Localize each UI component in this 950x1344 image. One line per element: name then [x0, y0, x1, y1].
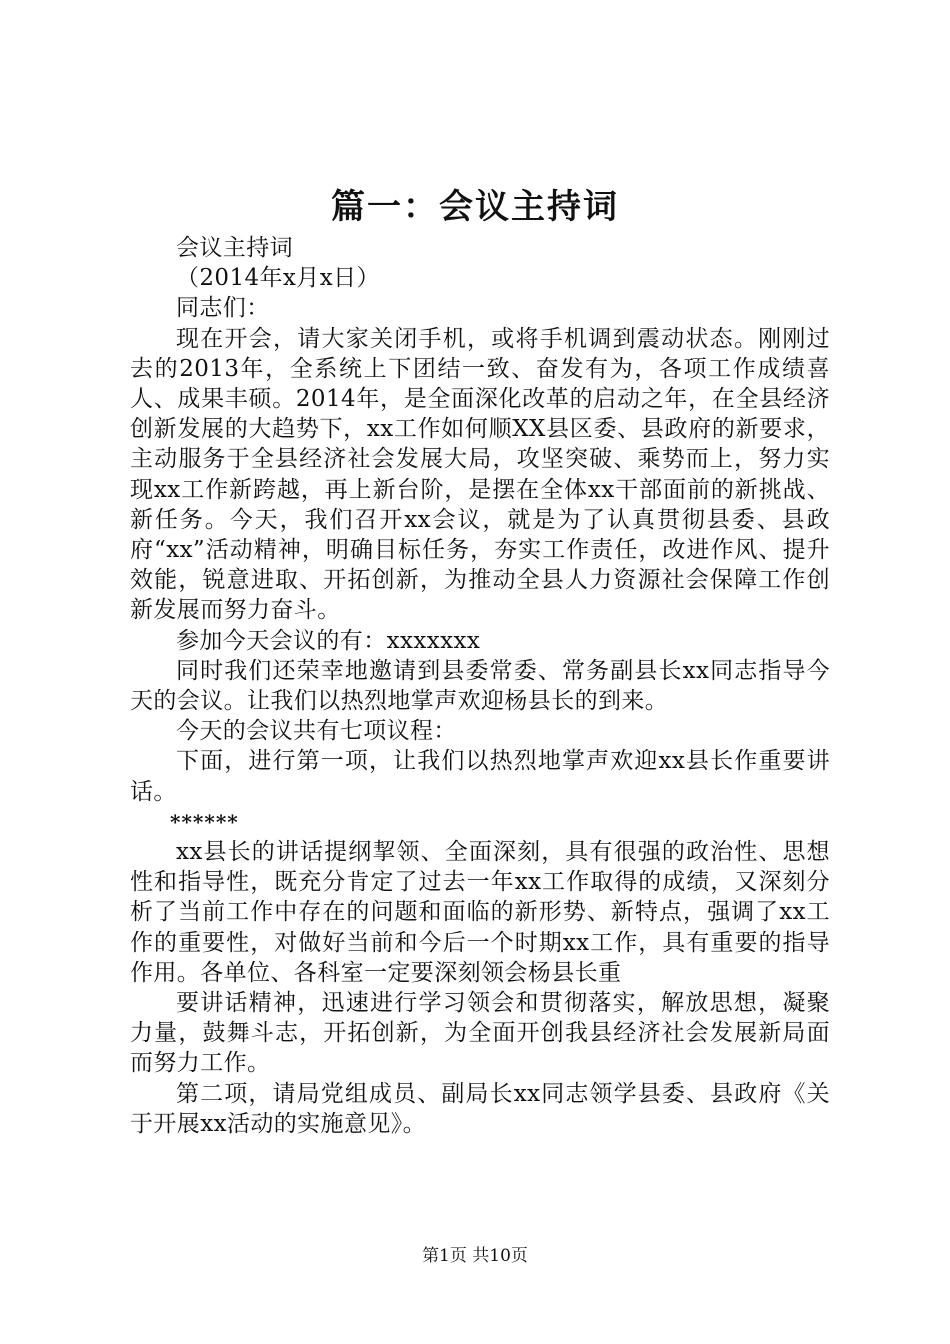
paragraph-salutation: 同志们： [176, 295, 270, 322]
paragraph-heading: 会议主持词 [176, 235, 293, 261]
paragraph-agenda: 今天的会议共有七项议程： [176, 718, 457, 745]
document-title: 篇一：会议主持词 [331, 187, 619, 227]
paragraph-summary-continued: 要讲话精神，迅速进行学习领会和贯彻落实，解放思想，凝聚力量，鼓舞斗志，开拓创新，为全面开创我县经济社会发展新局面而努力工作。 [130, 990, 830, 1077]
paragraph-item-two: 第二项，请局党组成员、副局长xx同志领学县委、县政府《关于开展xx活动的实施意见》。 [130, 1080, 830, 1137]
document-body [130, 233, 830, 1139]
paragraph-attendees: 参加今天会议的有：xxxxxxx [176, 627, 481, 654]
paragraph-separator: ****** [170, 809, 239, 834]
paragraph-item-one: 下面，进行第一项，让我们以热烈地掌声欢迎xx县长作重要讲话。 [130, 748, 830, 805]
paragraph-date: （2014年x月x日） [176, 265, 380, 292]
paragraph-summary: xx县长的讲话提纲挈领、全面深刻，具有很强的政治性、思想性和指导性，既充分肯定了过去一年xx工作取得的成绩，又深刻分析了当前工作中存在的问题和面临的新形势、新特点，强调了xx工作的重要性，对做好当前和今后一个时期xx工作，具有重要的指导作用。各单位、各科室一定要深刻领会杨县长重 [130, 839, 830, 986]
paragraph-opening: 现在开会，请大家关闭手机，或将手机调到震动状态。刚刚过去的2013年，全系统上下团结一致、奋发有为，各项工作成绩喜人、成果丰硕。2014年，是全面深化改革的启动之年，在全县经济创新发展的大趋势下，xx工作如何顺XX县区委、县政府的新要求，主动服务于全县经济社会发展大局，攻坚突破、乘势而上，努力实现xx工作新跨越，再上新台阶，是摆在全体xx干部面前的新挑战、新任务。今天，我们召开xx会议，就是为了认真贯彻县委、县政府“xx”活动精神，明确目标任务，夯实工作责任，改进作风、提升效能，锐意进取、开拓创新，为推动全县人力资源社会保障工作创新发展而努力奋斗。 [130, 325, 830, 624]
paragraph-guests: 同时我们还荣幸地邀请到县委常委、常务副县长xx同志指导今天的会议。让我们以热烈地掌声欢迎杨县长的到来。 [130, 657, 830, 715]
page-indicator: 第1页 共10页 [422, 1246, 528, 1266]
